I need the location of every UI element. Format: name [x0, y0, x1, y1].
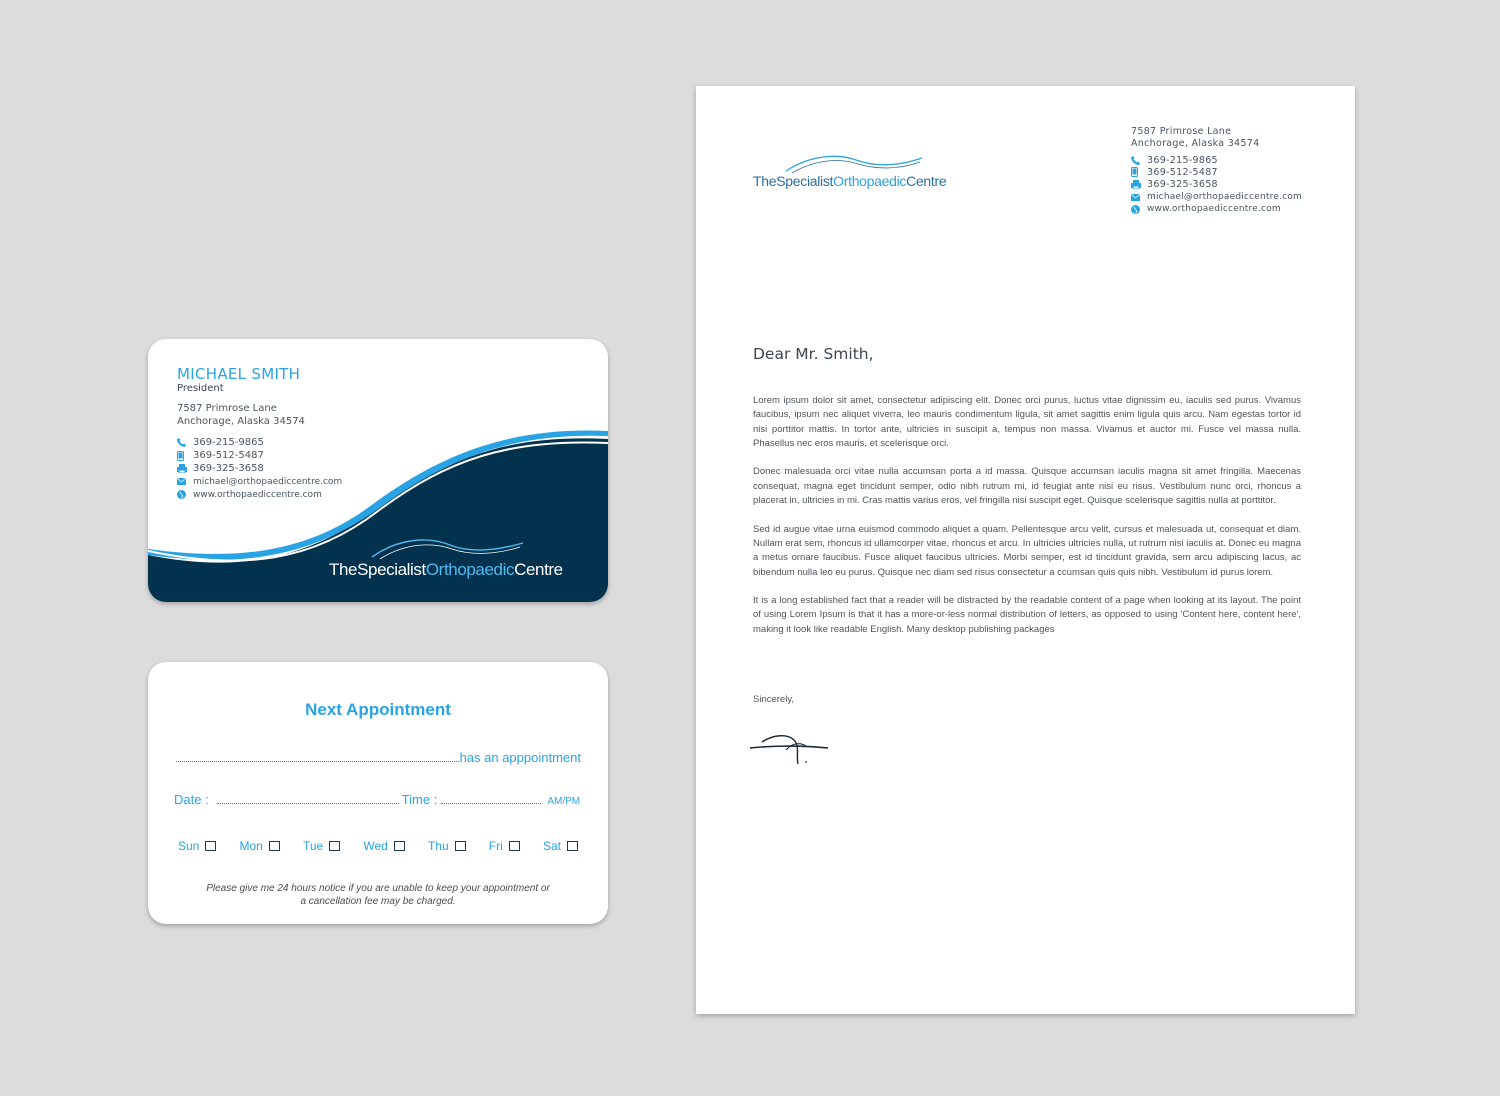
logo-part-orthopaedic: Orthopaedic — [833, 173, 907, 189]
note-line1: Please give me 24 hours notice if you are unable to keep your appointment or — [206, 883, 550, 894]
day-tue — [303, 839, 340, 853]
day-label: Thu — [427, 839, 449, 853]
letterhead-phone-row — [1131, 154, 1302, 166]
card-address-line2: Anchorage, Alaska 34574 — [177, 415, 305, 427]
card-website: www.orthopaediccentre.com — [193, 489, 322, 500]
cancellation-note — [148, 882, 608, 908]
fax-icon — [177, 464, 193, 473]
letterhead-contacts — [1131, 154, 1302, 215]
letterhead-email: michael@orthopaediccentre.com — [1147, 192, 1302, 203]
logo-part-specialist: Specialist — [776, 173, 834, 189]
name-dotted-field[interactable] — [176, 761, 459, 762]
letter-closing: Sincerely, — [753, 694, 795, 705]
logo-arc-graphic — [784, 152, 924, 174]
signature-graphic — [748, 726, 833, 768]
letterhead-mobile: 369-512-5487 — [1147, 166, 1218, 178]
logo-part-specialist: Specialist — [357, 560, 426, 579]
date-label: Date : — [174, 792, 209, 807]
logo-part-centre: Centre — [514, 560, 563, 579]
email-icon — [177, 478, 193, 485]
card-website-row — [177, 488, 342, 501]
note-line2: a cancellation fee may be charged. — [300, 896, 456, 907]
day-mon — [240, 839, 280, 853]
ampm-label: AM/PM — [547, 796, 581, 807]
phone-icon — [1131, 156, 1147, 165]
email-icon — [1131, 194, 1147, 201]
day-fri — [489, 839, 520, 853]
globe-icon — [177, 490, 193, 499]
letterhead-fax: 369-325-3658 — [1147, 179, 1218, 191]
card-mobile: 369-512-5487 — [193, 450, 264, 461]
time-dotted-field[interactable] — [441, 803, 541, 804]
card-person-role: President — [177, 383, 224, 394]
day-label: Tue — [302, 839, 324, 853]
day-checkboxes — [178, 839, 578, 853]
letterhead-address — [1131, 126, 1259, 150]
letter-paragraph-1: Lorem ipsum dolor sit amet, consectetur adipiscing elit. Donec orci purus, luctus vitae dignissim eu, iaculis sed purus. Vivamus faucibus, ipsum nec aliquet viverra, leo mauris condimentum ligula, sit amet sagittis enim ligula quis arcu. Nam egestas tortor id nisi porttitor mattis. In tortor ante, ultricies in suscipit a, tempus non massa. Vivamus et auctor mi. Fusce vel massa nulla. Phasellus nec eros mauris, et scelerisque orci. — [753, 395, 1301, 449]
letterhead-logo-text — [753, 173, 946, 189]
letterhead-address-line2: Anchorage, Alaska 34574 — [1131, 138, 1260, 149]
phone-icon — [177, 438, 193, 447]
card-contacts — [177, 436, 342, 501]
day-checkbox-sun[interactable] — [205, 841, 216, 851]
has-appointment-label: has an apppointment — [459, 750, 581, 765]
day-label: Sat — [542, 839, 561, 853]
day-checkbox-thu[interactable] — [455, 841, 466, 851]
mobile-icon — [1131, 167, 1147, 177]
day-sat — [543, 839, 578, 853]
business-card-front — [148, 339, 608, 602]
globe-icon — [1131, 205, 1147, 214]
day-label: Sun — [178, 839, 200, 853]
letterhead-address-line1: 7587 Primrose Lane — [1131, 126, 1232, 137]
card-phone: 369-215-9865 — [193, 437, 264, 448]
day-label: Mon — [239, 839, 263, 853]
day-checkbox-sat[interactable] — [567, 841, 578, 851]
letter-paragraph-4: It is a long established fact that a reader will be distracted by the readable content of a page when looking at its layout. The point of using Lorem Ipsum is that it has a more-or-less normal distribution of letters, as opposed to using 'Content here, content here', making it look like readable English. Many desktop publishing packages — [753, 595, 1301, 635]
day-wed — [363, 839, 404, 853]
letter-paragraph-2: Donec malesuada orci vitae nulla accumsan porta a id massa. Quisque accumsan iaculis magna sit amet fringilla. Maecenas consequat, magna eget tincidunt semper, odio nibh rutrum mi, id feugiat ante nisi eu risus. Vestibulum nunc orci, rhoncus a placerat in, ultricies in mi. Cras mattis varius eros, vel fringilla nisi suscipit eget. Quisque scelerisque sagittis nulla at porttitor. — [753, 466, 1301, 507]
letterhead-website: www.orthopaediccentre.com — [1147, 204, 1281, 215]
letterhead-page — [696, 86, 1355, 1014]
day-checkbox-tue[interactable] — [329, 841, 340, 851]
day-checkbox-wed[interactable] — [394, 841, 405, 851]
card-mobile-row — [177, 449, 342, 462]
letter-greeting: Dear Mr. Smith, — [753, 345, 874, 363]
appointment-date-time-line — [174, 792, 582, 807]
logo-part-the: The — [329, 560, 358, 579]
day-label: Wed — [363, 839, 388, 853]
logo-arc-graphic — [370, 535, 525, 561]
logo-part-centre: Centre — [906, 173, 947, 189]
card-fax: 369-325-3658 — [193, 463, 264, 474]
day-label: Fri — [488, 839, 503, 853]
day-sun — [178, 839, 216, 853]
day-checkbox-mon[interactable] — [269, 841, 280, 851]
date-dotted-field[interactable] — [217, 803, 399, 804]
letterhead-website-row — [1131, 203, 1302, 215]
card-phone-row — [177, 436, 342, 449]
card-logo-text — [329, 560, 563, 580]
card-address — [177, 403, 305, 428]
letter-body — [753, 394, 1301, 651]
mobile-icon — [177, 451, 193, 461]
logo-part-the: The — [753, 173, 777, 189]
card-email-row — [177, 475, 342, 488]
card-email: michael@orthopaediccentre.com — [193, 476, 343, 487]
time-label: Time : — [401, 792, 438, 807]
appointment-title: Next Appointment — [305, 700, 451, 719]
card-person-name: MICHAEL SMITH — [177, 365, 301, 383]
logo-part-orthopaedic: Orthopaedic — [425, 560, 515, 579]
fax-icon — [1131, 180, 1147, 189]
letterhead-mobile-row — [1131, 166, 1302, 178]
card-fax-row — [177, 462, 342, 475]
card-address-line1: 7587 Primrose Lane — [177, 403, 277, 414]
letterhead-phone: 369-215-9865 — [1147, 154, 1218, 166]
letterhead-fax-row — [1131, 179, 1302, 191]
appointment-card — [148, 662, 608, 924]
appointment-name-line — [176, 750, 581, 765]
letterhead-email-row — [1131, 191, 1302, 203]
letter-paragraph-3: Sed id augue vitae urna euismod commodo aliquet a quam. Pellentesque arcu velit, cursus et malesuada ut, consequat et diam. Nullam erat sem, rhoncus id ullamcorper vitae, rhoncus et arcu. In ultricies ultricies nulla, ut rutrum nisi iaculis at. Donec eu magna a metus ornare faucibus. Fusce aliquet faucibus ultricies. Morbi semper, est id tincidunt gravida, sem arcu adipiscing lacus, ac bibendum nulla leo eu purus. Quisque nec diam sed risus consectetur a ccumsan quis quis nibh. Vestibulum id purus lorem. — [753, 523, 1301, 578]
day-thu — [428, 839, 466, 853]
day-checkbox-fri[interactable] — [509, 841, 520, 851]
